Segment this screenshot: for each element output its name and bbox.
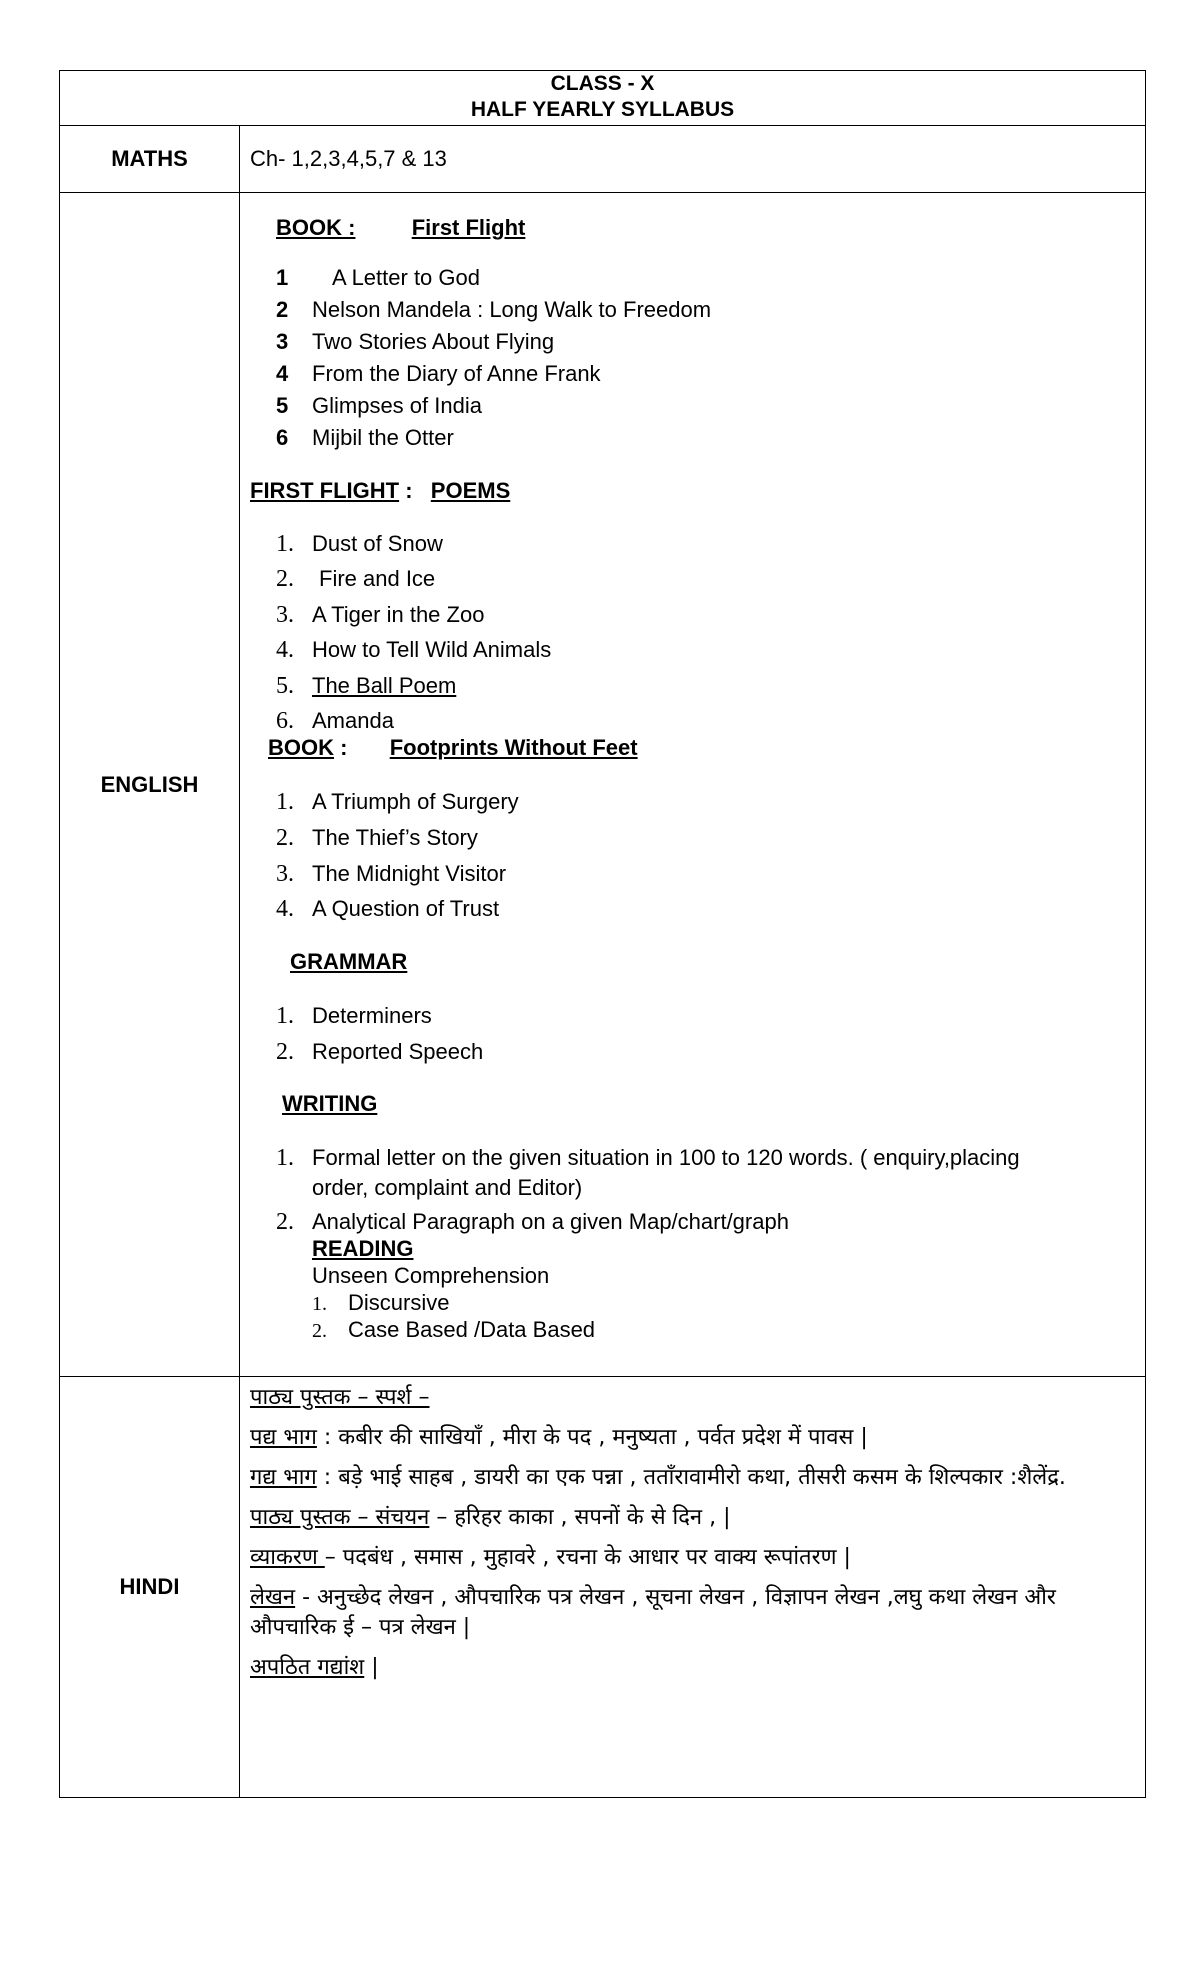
header-row [60,71,1146,126]
list-item-continuation: order, complaint and Editor) [312,1175,583,1200]
maths-row [60,126,1146,193]
list-item: 3 Two Stories About Flying [276,329,555,354]
poems-heading: FIRST FLIGHT : POEMS [250,478,511,503]
list-item: 3. The Midnight Visitor [276,861,507,887]
hindi-content [240,1377,1146,1798]
list-item: 1. A Triumph of Surgery [276,789,519,815]
list-item: 4. How to Tell Wild Animals [276,637,552,663]
hindi-unseen-passage: अपठित गद्यांश | [250,1655,379,1680]
syllabus-title: HALF YEARLY SYLLABUS [470,98,735,121]
hindi-textbook-sparsh: पाठ्य पुस्तक – स्पर्श – [250,1385,430,1410]
grammar-heading: GRAMMAR [290,949,408,974]
list-item: 2. Fire and Ice [276,566,436,592]
subject-hindi: HINDI [60,1377,240,1798]
hindi-writing-section: लेखन - अनुच्छेद लेखन , औपचारिक पत्र लेखन , सूचना लेखन , विज्ञापन लेखन ,लघु कथा लेखन और औपचारिक ई – पत्र लेखन | [250,1585,1056,1640]
list-item: 1 A Letter to God [276,265,480,290]
hindi-syllabus-text [250,1383,1110,1693]
list-item: 2 Nelson Mandela : Long Walk to Freedom [276,297,712,322]
reading-heading: READING [312,1236,414,1261]
book-first-flight-heading: BOOK : First Flight [276,215,526,240]
book-footprints-heading: BOOK : Footprints Without Feet [268,735,638,760]
list-item: 6 Mijbil the Otter [276,425,454,450]
writing-heading: WRITING [282,1091,378,1116]
list-item: 3. A Tiger in the Zoo [276,602,485,628]
list-item: 6. Amanda [276,708,394,734]
list-item: 4. A Question of Trust [276,896,500,922]
list-item: 2. The Thief’s Story [276,825,478,851]
list-item: 2. Case Based /Data Based [312,1317,596,1342]
list-item: 2. Reported Speech [276,1039,484,1065]
list-item: 5 Glimpses of India [276,393,482,418]
list-item: 1. Discursive [312,1290,450,1315]
reading-subheading: Unseen Comprehension [312,1263,550,1288]
table-header [60,71,1146,126]
english-row [60,193,1146,1377]
hindi-prose-section: गद्य भाग : बड़े भाई साहब , डायरी का एक पन्ना , तताँरावामीरो कथा, तीसरी कसम के शिल्पकार :शैलेंद्र. [250,1465,1066,1490]
list-item: 4 From the Diary of Anne Frank [276,361,601,386]
list-item: 2. Analytical Paragraph on a given Map/chart/graph [276,1209,789,1235]
hindi-poetry-section: पद्य भाग : कबीर की साखियाँ , मीरा के पद , मनुष्यता , पर्वत प्रदेश में पावस | [250,1425,868,1450]
list-item: 1. Formal letter on the given situation in 100 to 120 words. ( enquiry,placing [276,1145,1020,1171]
english-content [240,193,1146,1377]
list-item: 5. The Ball Poem [276,673,457,699]
list-item: 1. Determiners [276,1003,432,1029]
hindi-textbook-sanchayan: पाठ्य पुस्तक – संचयन – हरिहर काका , सपनों के से दिन , | [250,1505,731,1530]
class-title: CLASS - X [550,72,655,95]
syllabus-table [59,70,1146,1798]
hindi-row [60,1377,1146,1798]
subject-maths: MATHS [60,126,240,193]
list-item: 1. Dust of Snow [276,531,443,557]
hindi-grammar-section: व्याकरण – पदबंध , समास , मुहावरे , रचना के आधार पर वाक्य रूपांतरण | [250,1545,851,1570]
maths-chapters: Ch- 1,2,3,4,5,7 & 13 [240,126,1146,193]
subject-english: ENGLISH [60,193,240,1377]
